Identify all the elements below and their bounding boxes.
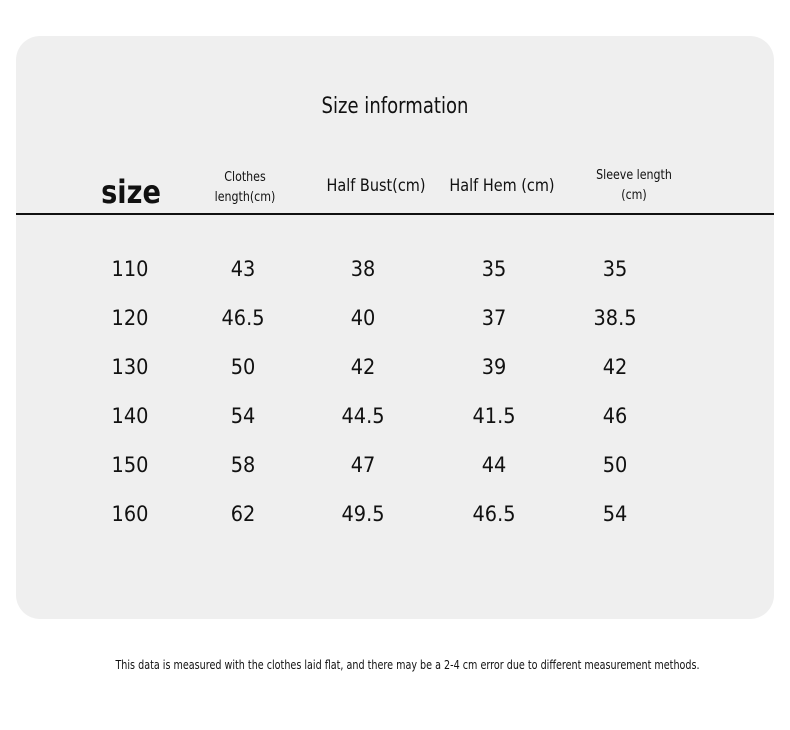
header-sleeve-length-line2: (cm) (621, 188, 647, 203)
cell-size: 160 (111, 502, 149, 526)
cell-sleeve-length: 54 (602, 502, 628, 526)
header-clothes-length (198, 168, 292, 208)
header-sleeve-length (583, 166, 685, 206)
header-half-hem: Half Hem (cm) (449, 176, 555, 196)
cell-half-hem: 44 (481, 453, 507, 477)
cell-clothes-length: 50 (230, 355, 256, 379)
table-row (0, 352, 790, 382)
cell-clothes-length: 62 (230, 502, 256, 526)
table-row (0, 254, 790, 284)
cell-size: 110 (111, 257, 149, 281)
cell-half-hem: 41.5 (472, 404, 516, 428)
header-half-bust: Half Bust(cm) (326, 176, 426, 196)
table-row (0, 499, 790, 529)
table-row (0, 450, 790, 480)
header-clothes-length-line1: Clothes (224, 170, 266, 185)
header-clothes-length-line2: length(cm) (214, 190, 276, 205)
cell-clothes-length: 46.5 (221, 306, 265, 330)
page-title: Size information (321, 94, 469, 119)
cell-half-bust: 44.5 (341, 404, 385, 428)
cell-size: 120 (111, 306, 149, 330)
cell-sleeve-length: 50 (602, 453, 628, 477)
cell-half-bust: 42 (350, 355, 376, 379)
cell-half-bust: 49.5 (341, 502, 385, 526)
cell-half-hem: 35 (481, 257, 507, 281)
header-divider (16, 213, 774, 215)
cell-half-bust: 40 (350, 306, 376, 330)
cell-sleeve-length: 35 (602, 257, 628, 281)
cell-size: 150 (111, 453, 149, 477)
cell-half-hem: 46.5 (472, 502, 516, 526)
header-sleeve-length-line1: Sleeve length (596, 168, 672, 183)
measurement-note: This data is measured with the clothes laid flat, and there may be a 2-4 cm error due to different measurement methods. (115, 658, 700, 672)
header-size: size (101, 173, 161, 211)
cell-size: 140 (111, 404, 149, 428)
cell-half-hem: 39 (481, 355, 507, 379)
cell-clothes-length: 43 (230, 257, 256, 281)
cell-clothes-length: 54 (230, 404, 256, 428)
cell-half-bust: 38 (350, 257, 376, 281)
cell-clothes-length: 58 (230, 453, 256, 477)
cell-sleeve-length: 38.5 (593, 306, 637, 330)
cell-sleeve-length: 46 (602, 404, 628, 428)
cell-sleeve-length: 42 (602, 355, 628, 379)
table-row (0, 401, 790, 431)
cell-size: 130 (111, 355, 149, 379)
table-row (0, 303, 790, 333)
cell-half-bust: 47 (350, 453, 376, 477)
cell-half-hem: 37 (481, 306, 507, 330)
